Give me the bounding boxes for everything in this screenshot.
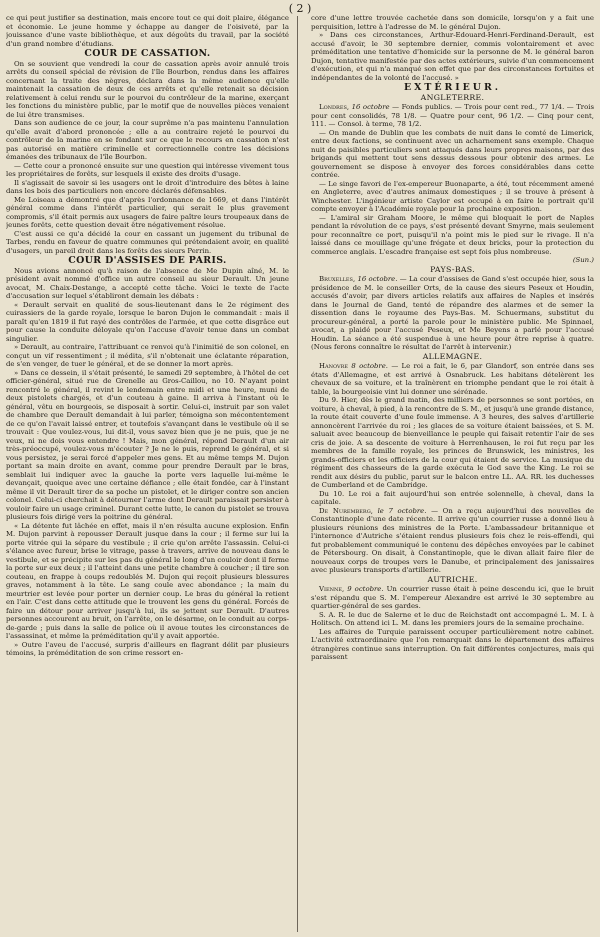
article-paragraph: Il s'agissait de savoir si les usagers ont le droit d'introduire des bêtes à laine dans les bois des particuliers non encore déclarés défensables. (6, 178, 289, 195)
dateline-date: 16 octobre (351, 103, 390, 111)
intro-paragraph: ce qui peut justifier sa destination, mais encore tout ce qui doit plaire, élégance et économie. Le jeune homme y échappe au danger de l'oisiveté, par la jouissance d'une vaste bibliothèque, et aux dégoûts du travail, par la société d'un grand nombre d'étudians. (6, 14, 289, 48)
article-text: Un courrier russe était à peine descendu ici, que le bruit s'est répandu que S. M. l'empereur Alexandre est arrivé le 30 septembre au quartier-général de ses gardes. (311, 585, 594, 610)
article-paragraph: » Dans ce dessein, il s'était présenté, le samedi 29 septembre, à l'hôtel de cet officier-général, situé rue de Grenelle au Gros-Caillou, no 10. N'ayant point rencontré le général, il revint le lendemain entre midi et une heure, muni de deux pistolets chargés, et d'un couteau à gaine. Il arriva à l'instant où le général, vêtu en bourgeois, se disposait à sortir. Celui-ci, instruit par son valet de chambre que Derault demandait à lui parler, témoigna son mécontentement de ce qu'on l'avait laissé entrer, et toutefois s'avançant dans le vestibule où il se trouvait : Que voulez-vous, lui dit-il, vous savez bien que je ne puis, que je ne veux, ni ne dois vous entendre ! Mais, mon général, répond Derault d'un air très-préoccupé, voulez-vous m'écouter ? Je ne le puis, reprend le général, et si vous persistez, je serai forcé d'appeler mes gens. Et au même temps M. Dujon portant sa main droite en avant, comme pour prendre Derault par le bras, semblait lui indiquer avec la gauche la porte vers laquelle lui-même le devançait, quoique avec une certaine défiance ; elle était fondée, car à l'instant même il vit Derault tirer de sa poche un pistolet, et le diriger contre son ancien colonel. Celui-ci cherchait à détourner l'arme dont Derault paraissait persister à vouloir faire un usage criminel. Durant cette lutte, le canon du pistolet se trouva plusieurs fois dirigé vers la poitrine du général. (6, 368, 289, 521)
dateline-place: Londres, (319, 103, 350, 111)
article-paragraph: Du 10. Le roi a fait aujourd'hui son entrée solennelle, à cheval, dans la capitale. (311, 489, 594, 506)
section-title-autriche: AUTRICHE. (427, 574, 478, 584)
article-paragraph: » Dans ces circonstances, Arthur-Edouard-Henri-Ferdinand-Derault, est accusé d'avoir, le 30 septembre dernier, commis volontairement et avec préméditation une tentative d'homicide sur la personne de M. le général baron Dujon, tentative manifestée par des actes extérieurs, suivie d'un commencement d'exécution, et qui n'a manqué son effet que par des circonstances fortuites et indépendantes de la volonté de l'accusé. » (311, 31, 594, 82)
dateline-place: Bruxelles, (319, 275, 356, 283)
article-text: — La cour d'assises de Gand s'est occupée hier, sous la présidence de M. le conseiller Orts, de la cause des sieurs Peseux et Houdin, accusés d'avoir, par divers articles relatifs aux affaires de Naples et insérés dans le Journal de Gand, tenté de répandre des alarmes et de semer la dissention dans le royaume des Pays-Bas. M. Schuermans, substitut du procureur-général, a porté la parole pour le ministère public. Me Spinnael, avocat, a plaidé pour l'accusé Peseux, et Me Beyens a parlé pour l'accusé Houdin. La séance a été suspendue à une heure pour être reprise à quatre. (Nous ferons connaître le résultat de l'arrêt à intervenir.) (311, 275, 594, 351)
dateline-place: De Nuremberg, (319, 506, 373, 515)
dateline-paragraph (311, 507, 594, 575)
dateline-date: 9 octobre. (347, 585, 384, 593)
article-text: — On a reçu aujourd'hui des nouvelles de Constantinople d'une date récente. Il arrive qu'un courrier russe a donné lieu à plusieurs réunions des ministres de la Porte. L'ambassadeur britannique et l'internonce d'Autriche s'étaient rendus plusieurs fois chez le reis-effendi, qui fut probablement communiqué le contenu des dépêches envoyées par le cabinet de Pétersbourg. On disait, à Constantinople, que le divan allait faire filer de nouveaux corps de troupes vers le Danube, et principalement des janissaires avec plusieurs transports d'artillerie. (311, 506, 594, 574)
left-column (6, 14, 289, 934)
article-paragraph: On se souvient que vendredi la cour de cassation après avoir annulé trois arrêts du conseil spécial de révision de l'île Bourbon, rendus dans les affaires concernant la traite des nègres, déclara dans la même audience qu'elle maintenait la cassation de deux de ces arrêts et qu'elle retenait sa décision relativement à celui rendu sur le pourvoi du contrôleur de la marine, exerçant les fonctions du ministère public, par le motif que de nouvelles pièces venaient de lui être transmises. (6, 59, 289, 119)
article-paragraph: Nous avions annoncé qu'à raison de l'absence de Me Dupin aîné, M. le président avait nommé d'office un autre conseil au sieur Derault. Un jeune avocat, M. Chaix-Destange, a accepté cette tâche. Voici le texte de l'acte d'accusation sur lequel s'établiront demain les débats : (6, 266, 289, 300)
dateline-paragraph (311, 103, 594, 129)
section-title-cour-d-assises: COUR D'ASSISES DE PARIS. (68, 255, 227, 266)
article-text: — Le roi a fait, le 6, par Glandorf, son entrée dans ses états d'Allemagne, et est arrivé à Osnabruck. Les habitans dételèrent les chevaux de sa voiture, et la traînèrent en triomphe pendant que le roi était à table, la bourgeoisie vint lui donner une sérénade. (311, 362, 594, 396)
dateline-date: 16 octobre. (357, 275, 398, 283)
article-paragraph: — Le singe favori de l'ex-empereur Buonaparte, a été, tout récemment amené en Angleterre, avec d'autres animaux domestiques ; il se trouve à présent à Winchester. L'ingénieur artiste Caylor est occupé à en faire le portrait qu'il compte envoyer à l'Académie royale pour la prochaine exposition. (311, 179, 594, 213)
dateline-place: Hanovre (319, 362, 349, 370)
article-paragraph: — Cette cour a prononcé ensuite sur une question qui intéresse vivement tous les propriétaires de forêts, sur lesquels il existe des droits d'usage. (6, 161, 289, 178)
dateline-paragraph (311, 585, 594, 611)
section-title-angleterre: ANGLETERRE. (420, 92, 485, 102)
section-title-cour-de-cassation: COUR DE CASSATION. (84, 48, 211, 59)
dateline-date: le 7 octobre. (377, 506, 427, 515)
section-title-allemagne: ALLEMAGNE. (422, 351, 483, 361)
article-paragraph: » Outre l'aveu de l'accusé, surpris d'ailleurs en flagrant délit par plusieurs témoins, la préméditation de son crime ressort en- (6, 640, 289, 657)
article-paragraph: « Derault servait en qualité de sous-lieutenant dans le 2e régiment des cuirassiers de la garde royale, lorsque le baron Dujon le commandait : mais il paraît qu'en 1819 il fut rayé des contrôles de l'armée, et que cette disgrâce eut pour cause la conduite déloyale qu'on l'accuse d'avoir tenue dans un combat singulier. (6, 300, 289, 343)
article-paragraph: C'est aussi ce qu'a décidé la cour en cassant un jugement du tribunal de Tarbes, rendu en faveur de quatre communes qui prétendaient avoir, en qualité d'usagers, un pareil droit dans les forêts des sieurs Perrin. (6, 229, 289, 255)
column-divider (297, 16, 298, 932)
article-paragraph: Du 9. Hier, dès le grand matin, des milliers de personnes se sont portées, en voiture, à cheval, à pied, à la rencontre de S. M., et jusqu'à une grande distance, la route était couverte d'une foule immense. A 3 heures, des salves d'artillerie annoncèrent l'arrivée du roi ; les glaces de sa voiture étaient baissées, et S. M. saluait avec beaucoup de bienveillance le peuple qui faisait retentir l'air de ses cris de joie. A sa descente de voiture à Herrenhausen, le roi fut reçu par les membres de la famille royale, les princes de Brunswick, les ministres, les grands-officiers et les officiers de la cour qui étaient de service. La musique du régiment des chasseurs de la garde exécuta le God save the King. Le roi se rendit aux désirs du public, parut sur le balcon entre LL. AA. RR. les duchesses de Cumberland et de Cambridge. (311, 396, 594, 489)
page-number: ( 2 ) (288, 2, 312, 15)
source-signature: (Sun.) (572, 256, 594, 264)
dateline-paragraph (311, 362, 594, 396)
article-paragraph: S. A. R. le duc de Salerne et le duc de Reichstadt ont accompagné L. M. I. à Holitsch. On attend ici L. M. dans les premiers jours de la semaine prochaine. (311, 610, 594, 627)
article-paragraph: « La détente fut lâchée en effet, mais il n'en résulta aucune explosion. Enfin M. Dujon parvint à repousser Derault jusque dans la cour ; il ferme sur lui la porte vitrée qui la sépare du vestibule ; il crie qu'on arrête l'assassin. Celui-ci s'élance avec fureur, brise le vitrage, passe à travers, arrive de nouveau dans le vestibule, et se précipite sur les pas du général le long d'un couloir dont il ferme la porte sur eux deux ; il l'atteint dans une petite chambre à coucher ; il tire son couteau, en frappe à coups redoublés M. Dujon qui reçoit plusieurs blessures graves, notamment à la tête. Le sang coule avec abondance ; la main du meurtrier est levée pour porter un dernier coup. Le bras du général la retient en l'air. C'est dans cette attitude que le trouvent les gens du général. Forcés de faire un détour pour arriver jusqu'à lui, ils se jettent sur Derault. D'autres personnes accourent au bruit, on l'arrête, on le désarme, on le conduit au corps-de-garde ; puis dans la salle de police où il avoue toutes les circonstances de l'assassinat, et même la préméditation qu'il y avait apportée. (6, 521, 289, 640)
article-paragraph: Les affaires de Turquie paraissent occuper particulièrement notre cabinet. L'activité extraordinaire que l'on remarquait dans le département des affaires étrangères continue sans interruption. On fait différentes conjectures, mais qui paraissent (311, 627, 594, 661)
article-paragraph: Dans son audience de ce jour, la cour suprême n'a pas maintenu l'annulation qu'elle avait d'abord prononcée ; elle a au contraire rejeté le pourvoi du contrôleur de la marine en se fondant sur ce que le recours en cassation n'est pas autorisé en matière criminelle et correctionnelle contre les décisions émanées des tribunaux de l'île Bourbon. (6, 119, 289, 161)
article-text: — Fonds publics. — Trois pour cent red., 77 1/4. — Trois pour cent consolidés, 78 1/8. — Quatre pour cent, 96 1/2. — Cinq pour cent, 111. — Consol. à terme, 78 1/2. (311, 103, 594, 128)
section-title-exterieur: EXTÉRIEUR. (403, 82, 502, 93)
dateline-date: 8 octobre. (351, 362, 388, 370)
dateline-paragraph (311, 275, 594, 352)
section-title-pays-bas: PAYS-BAS. (430, 264, 475, 274)
dateline-place: Vienne, (319, 585, 345, 593)
article-paragraph: — L'amiral sir Graham Moore, le même qui bloquait le port de Naples pendant la révolution de ce pays, s'est présenté devant Smyrne, mais seulement pour reconnaître ce port, puisqu'il n'a point mis le pied sur le rivage. Il n'a laissé dans ce mouillage qu'une frégate et deux bricks, pour la protection du commerce anglais. L'escadre française est sept fois plus nombreuse. (311, 213, 594, 256)
article-paragraph: — On mande de Dublin que les combats de nuit dans le comté de Limerick, entre deux factions, se continuent avec un acharnement sans exemple. Chaque nuit de paisibles particuliers sont attaqués dans leurs propres maisons, par des brigands qui mettent tout sens dessus dessous pour obtenir des armes. Le gouvernement se dispose à envoyer des forces considérables dans cette contrée. (311, 128, 594, 179)
article-paragraph: core d'une lettre trouvée cachetée dans son domicile, lorsqu'on y a fait une perquisition, lettre à l'adresse de M. le général Dujon. (311, 14, 594, 31)
article-paragraph: » Derault, au contraire, l'attribuant ce renvoi qu'à l'inimitié de son colonel, en conçut un vif ressentiment ; il médita, s'il n'obtenait une éclatante réparation, de s'en venger, de tuer le général, et de se donner la mort après. (6, 343, 289, 368)
right-column (311, 14, 594, 934)
article-paragraph: Me Loiseau a démontré que d'après l'ordonnance de 1669, et dans l'intérêt général comme dans l'intérêt particulier, qui serait le plus gravement compromis, s'il était permis aux usagers de faire paître leurs troupeaux dans de jeunes forêts, cette question devait être négativement résolue. (6, 195, 289, 229)
